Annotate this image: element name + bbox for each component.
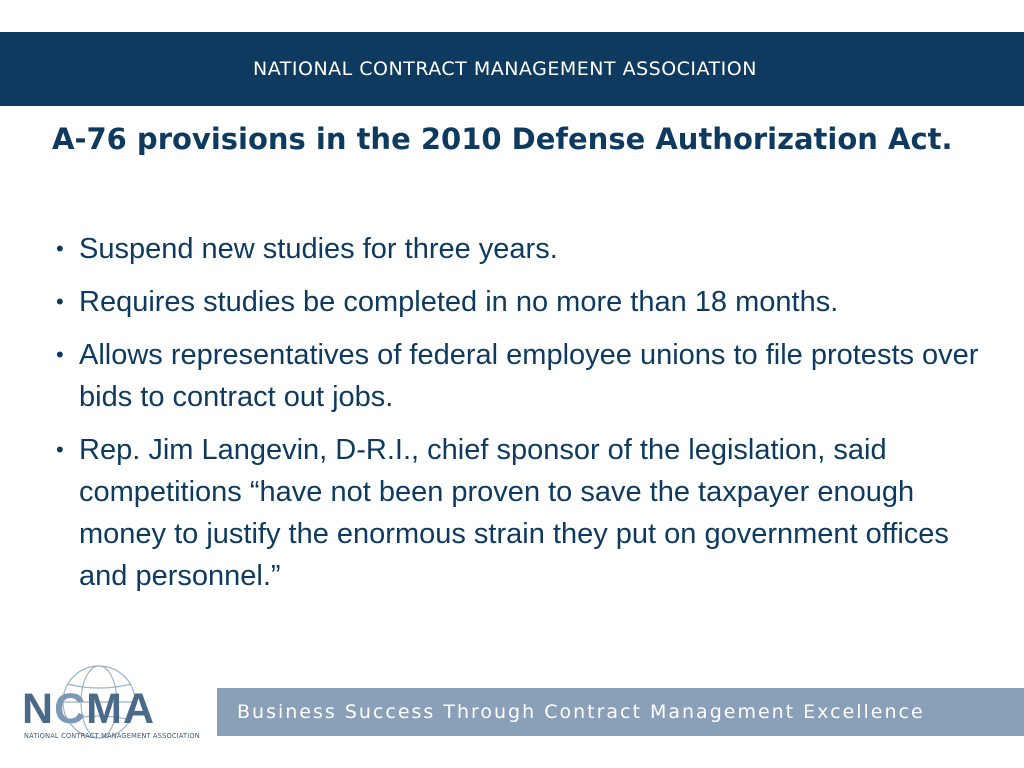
footer-band [217,688,1024,736]
bullet-text: Suspend new studies for three years. [79,233,558,265]
bullet-text: Requires studies be completed in no more than 18 months. [79,286,839,318]
logo-letter-c: C [54,685,87,733]
bullet-icon: • [56,342,64,367]
bullet-item [56,334,986,418]
bullet-icon: • [56,437,64,462]
bullet-text: Rep. Jim Langevin, D-R.I., chief sponsor of the legislation, said competitions “have not been proven to save the taxpayer enough money to justify the enormous strain they put on government offices and personnel.” [79,434,949,592]
bullet-icon: • [56,236,64,261]
bullet-item [56,281,986,323]
footer-tagline: Business Success Through Contract Management Excellence [237,701,925,723]
logo-subtitle: NATIONAL CONTRACT MANAGEMENT ASSOCIATION [24,732,200,740]
logo-wordmark [22,686,155,732]
bullet-item [56,228,986,270]
logo-letter-n: N [22,685,55,733]
ncma-logo [14,660,204,750]
logo-letters-ma: MA [86,685,155,733]
bullet-list [56,228,986,608]
bullet-text: Allows representatives of federal employee unions to file protests over bids to contract out jobs. [79,339,979,413]
header-band [0,32,1024,106]
bullet-item [56,429,986,597]
bullet-icon: • [56,289,64,314]
slide-title: A-76 provisions in the 2010 Defense Authorization Act. [52,122,953,156]
header-org-name: NATIONAL CONTRACT MANAGEMENT ASSOCIATION [253,58,757,80]
